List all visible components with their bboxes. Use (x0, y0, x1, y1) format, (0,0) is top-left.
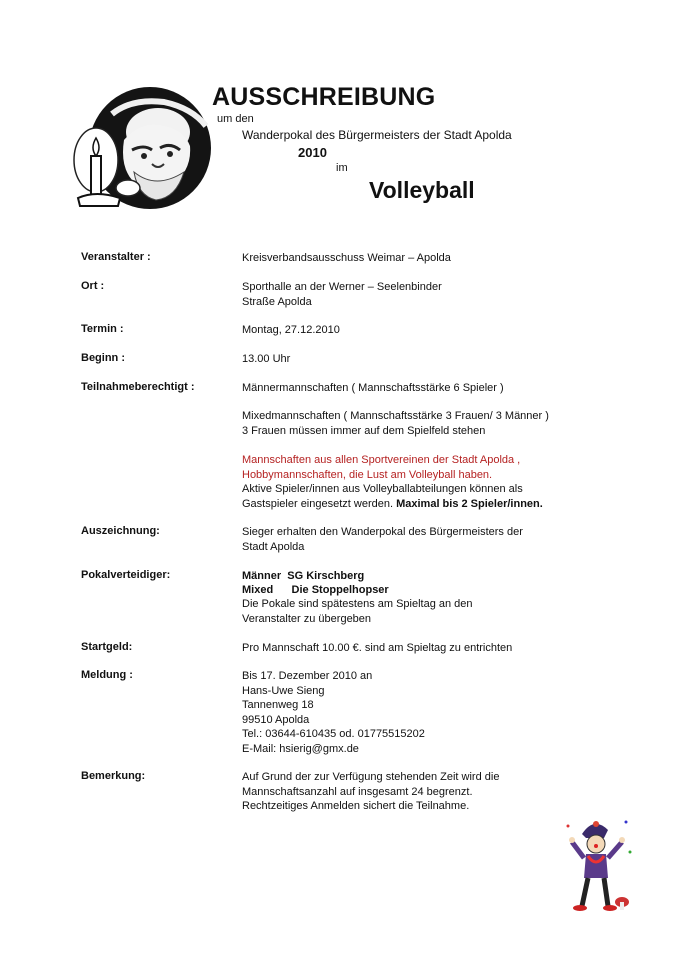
label-startgeld: Startgeld: (81, 641, 133, 653)
pokal-mixed (242, 583, 389, 598)
pokal-mixed-team: Die Stoppelhopser (291, 584, 389, 596)
value-termin: Montag, 27.12.2010 (242, 324, 340, 336)
value-beginn: 13.00 Uhr (242, 353, 291, 365)
label-teilnahme: Teilnahmeberechtigt : (81, 381, 195, 393)
document-title: AUSSCHREIBUNG (212, 83, 436, 111)
value-veranstalter: Kreisverbandsausschuss Weimar – Apolda (242, 252, 451, 264)
value-teilnahme-gastspieler (242, 497, 543, 512)
label-veranstalter: Veranstalter : (81, 251, 151, 263)
gastspieler-text: Gastspieler eingesetzt werden. (242, 498, 397, 510)
value-teilnahme-mixed: Mixedmannschaften ( Mannschaftsstärke 3 Frauen/ 3 Männer ) 3 Frauen müssen immer auf dem Spielfeld stehen (242, 410, 549, 437)
value-ort: Sporthalle an der Werner – Seelenbinder Straße Apolda (242, 281, 442, 308)
event-year: 2010 (298, 145, 327, 160)
value-teilnahme-maenner: Männermannschaften ( Mannschaftsstärke 6 Spieler ) (242, 382, 504, 394)
label-beginn: Beginn : (81, 352, 125, 364)
subtitle-im: im (336, 162, 348, 174)
sport-title: Volleyball (369, 177, 475, 203)
pokal-mixed-category: Mixed (242, 584, 274, 596)
pokal-maenner-category: Männer (242, 570, 282, 582)
value-bemerkung: Auf Grund der zur Verfügung stehenden Zeit wird die Mannschaftsanzahl auf insgesamt 24 begrenzt. Rechtzeitiges Anmelden sichert die Teilnahme. (242, 771, 500, 812)
pokal-maenner-team: SG Kirschberg (287, 570, 365, 582)
label-termin: Termin : (81, 323, 124, 335)
pokal-maenner (242, 569, 364, 584)
value-teilnahme-aktive: Aktive Spieler/innen aus Volleyballabteilungen können als (242, 483, 523, 495)
value-meldung: Bis 17. Dezember 2010 an Hans-Uwe Sieng Tannenweg 18 99510 Apolda Tel.: 03644-610435 od. 01775515202 E-Mail: hsierig@gmx.de (242, 670, 425, 755)
label-auszeichnung: Auszeichnung: (81, 525, 160, 537)
label-ort: Ort : (81, 280, 105, 292)
subtitle-wanderpokal: Wanderpokal des Bürgermeisters der Stadt Apolda (242, 128, 512, 142)
label-meldung: Meldung : (81, 669, 133, 681)
value-teilnahme-vereine: Mannschaften aus allen Sportvereinen der Stadt Apolda , Hobbymannschaften, die Lust am Volleyball haben. (242, 454, 521, 481)
label-pokalverteidiger: Pokalverteidiger: (81, 569, 171, 581)
pokal-note: Die Pokale sind spätestens am Spieltag an den Veranstalter zu übergeben (242, 598, 473, 625)
max-spieler-text: Maximal bis 2 Spieler/innen. (396, 498, 543, 510)
santa-candle-illustration (72, 80, 214, 212)
jester-illustration (564, 812, 634, 916)
subtitle-um-den: um den (217, 113, 254, 125)
value-startgeld: Pro Mannschaft 10.00 €. sind am Spieltag zu entrichten (242, 642, 513, 654)
value-auszeichnung: Sieger erhalten den Wanderpokal des Bürgermeisters der Stadt Apolda (242, 526, 523, 553)
label-bemerkung: Bemerkung: (81, 770, 146, 782)
